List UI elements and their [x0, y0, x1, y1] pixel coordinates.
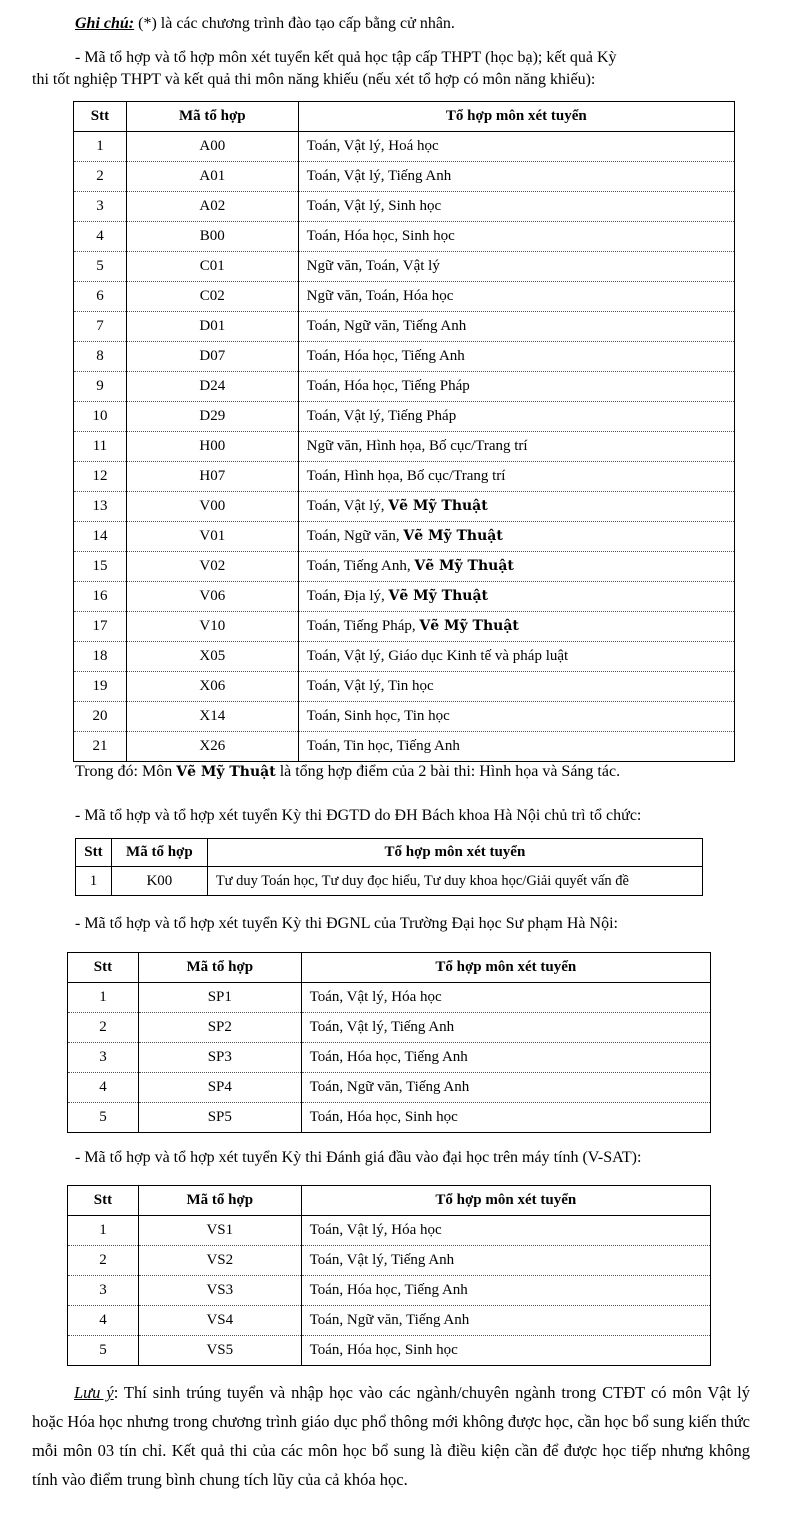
cell-subjects-text: Toán, Vật lý, Giáo dục Kinh tế và pháp luật: [306, 648, 569, 664]
cell-stt: 4: [68, 1306, 139, 1336]
cell-code: H00: [126, 432, 298, 462]
cell-subjects: [298, 672, 734, 702]
cell-code: V02: [126, 552, 298, 582]
cell-subjects-text: Ngữ văn, Toán, Hóa học: [306, 288, 454, 304]
section3-intro: - Mã tổ hợp và tổ hợp xét tuyển Kỳ thi ĐGNL của Trường Đại học Sư phạm Hà Nội:: [75, 915, 618, 932]
cell-subjects: [298, 732, 734, 762]
table-row: [68, 1306, 711, 1336]
cell-subjects-bold: Vẽ Mỹ Thuật: [388, 588, 488, 604]
cell-subjects: [298, 702, 734, 732]
cell-stt: 3: [68, 1276, 139, 1306]
table-row: [74, 732, 735, 762]
table-row: [74, 522, 735, 552]
cell-code: X06: [126, 672, 298, 702]
note-label: Ghi chú:: [75, 15, 135, 32]
cell-stt: 14: [74, 522, 127, 552]
table-row: [74, 642, 735, 672]
cell-code: SP5: [138, 1103, 301, 1133]
cell-code: X05: [126, 642, 298, 672]
cell-subjects: [298, 402, 734, 432]
cell-code: K00: [111, 867, 207, 896]
combination-table-vsat: [67, 1185, 711, 1366]
cell-stt: 2: [68, 1013, 139, 1043]
cell-subjects-text: Toán, Vật lý, Tiếng Pháp: [306, 408, 457, 424]
note-header: [75, 14, 455, 34]
table-row: [74, 432, 735, 462]
cell-code: D07: [126, 342, 298, 372]
cell-code: VS1: [138, 1216, 301, 1246]
cell-code: VS2: [138, 1246, 301, 1276]
cell-subjects-text: Toán, Vật lý, Hóa học: [309, 989, 442, 1005]
cell-stt: 18: [74, 642, 127, 672]
table-row: [68, 1276, 711, 1306]
table-row: [68, 983, 711, 1013]
cell-code: V01: [126, 522, 298, 552]
cell-subjects-text: Toán, Vật lý, Sinh học: [306, 198, 442, 214]
cell-subjects: [298, 312, 734, 342]
header-stt: Stt: [76, 839, 112, 867]
cell-stt: 20: [74, 702, 127, 732]
cell-subjects-text: Toán, Vật lý, Hoá học: [306, 138, 439, 154]
table-row: [76, 867, 703, 896]
combination-table-thpt: [73, 101, 735, 762]
cell-stt: 3: [74, 192, 127, 222]
cell-subjects: [298, 252, 734, 282]
cell-subjects-text: Toán, Hóa học, Sinh học: [309, 1109, 458, 1125]
table-header-row: [76, 839, 703, 867]
cell-subjects: [298, 582, 734, 612]
cell-subjects-text: Toán, Vật lý, Tin học: [306, 678, 434, 694]
cell-stt: 1: [74, 132, 127, 162]
cell-subjects: [298, 492, 734, 522]
header-subjects: Tổ hợp môn xét tuyển: [207, 839, 702, 867]
table-row: [68, 1043, 711, 1073]
cell-subjects: [301, 1336, 710, 1366]
header-stt: Stt: [68, 953, 139, 983]
cell-stt: 3: [68, 1043, 139, 1073]
cell-subjects: [301, 983, 710, 1013]
cell-stt: 11: [74, 432, 127, 462]
cell-subjects-bold: Vẽ Mỹ Thuật: [419, 618, 519, 634]
cell-subjects-text: Toán, Hóa học, Tiếng Pháp: [306, 378, 470, 394]
header-subjects: Tổ hợp môn xét tuyển: [298, 102, 734, 132]
cell-subjects: [301, 1306, 710, 1336]
cell-subjects-bold: Vẽ Mỹ Thuật: [388, 498, 488, 514]
table-row: [74, 612, 735, 642]
cell-stt: 1: [68, 983, 139, 1013]
cell-subjects: [301, 1246, 710, 1276]
cell-stt: 6: [74, 282, 127, 312]
cell-code: H07: [126, 462, 298, 492]
cell-code: X14: [126, 702, 298, 732]
cell-code: V06: [126, 582, 298, 612]
cell-code: C02: [126, 282, 298, 312]
cell-subjects-text: Toán, Tiếng Pháp,: [306, 618, 420, 634]
table-row: [74, 372, 735, 402]
table-row: [74, 252, 735, 282]
section4-intro: - Mã tổ hợp và tổ hợp xét tuyển Kỳ thi Đánh giá đầu vào đại học trên máy tính (V-SAT):: [75, 1149, 642, 1166]
cell-subjects: [301, 1103, 710, 1133]
cell-subjects-text: Toán, Hóa học, Sinh học: [309, 1342, 458, 1358]
header-stt: Stt: [68, 1186, 139, 1216]
cell-stt: 5: [99, 1109, 107, 1125]
table-row: [68, 1013, 711, 1043]
cell-code: SP4: [138, 1073, 301, 1103]
cell-stt: 7: [74, 312, 127, 342]
cell-subjects-text: Toán, Hóa học, Tiếng Anh: [309, 1282, 468, 1298]
header-subjects: Tổ hợp môn xét tuyển: [301, 1186, 710, 1216]
table-row: [74, 402, 735, 432]
cell-code: X26: [126, 732, 298, 762]
cell-stt: 15: [74, 552, 127, 582]
cell-subjects-text: Toán, Hình họa, Bố cục/Trang trí: [306, 468, 506, 484]
table-row: [68, 1103, 711, 1133]
cell-subjects-text: Toán, Vật lý, Tiếng Anh: [309, 1252, 455, 1268]
table-row: [68, 1246, 711, 1276]
cell-subjects-text: Toán, Địa lý,: [306, 588, 389, 604]
cell-stt: 1: [68, 1216, 139, 1246]
cell-stt: 1: [89, 872, 98, 889]
cell-subjects-text: Toán, Ngữ văn, Tiếng Anh: [306, 318, 467, 334]
cell-subjects-text: Toán, Ngữ văn, Tiếng Anh: [309, 1079, 470, 1095]
cell-code: SP2: [138, 1013, 301, 1043]
cell-stt: 16: [74, 582, 127, 612]
footnote-post: là tổng hợp điểm của 2 bài thi: Hình họa và Sáng tác.: [275, 763, 621, 780]
cell-code: SP3: [138, 1043, 301, 1073]
cell-subjects-text: Toán, Vật lý,: [306, 498, 389, 514]
cell-subjects: [298, 552, 734, 582]
table-row: [74, 192, 735, 222]
header-code: Mã tổ hợp: [138, 1186, 301, 1216]
cell-stt: 12: [74, 462, 127, 492]
table-row: [74, 282, 735, 312]
cell-subjects: [301, 1276, 710, 1306]
cell-stt: 10: [74, 402, 127, 432]
cell-subjects-text: Toán, Sinh học, Tin học: [306, 708, 450, 724]
cell-code: VS5: [138, 1336, 301, 1366]
cell-subjects-text: Toán, Tiếng Anh,: [306, 558, 415, 574]
footnote-bold: Vẽ Mỹ Thuật: [176, 764, 276, 780]
table-row: [68, 1073, 711, 1103]
cell-subjects-text: Toán, Hóa học, Tiếng Anh: [309, 1049, 468, 1065]
table-row: [74, 672, 735, 702]
table-row: [74, 552, 735, 582]
header-code: Mã tổ hợp: [138, 953, 301, 983]
cell-subjects: [298, 612, 734, 642]
table-header-row: [68, 1186, 711, 1216]
cell-subjects-text: Toán, Vật lý, Tiếng Anh: [306, 168, 452, 184]
cell-subjects-text: Toán, Vật lý, Hóa học: [309, 1222, 442, 1238]
cell-subjects-text: Toán, Hóa học, Sinh học: [306, 228, 455, 244]
cell-stt: 19: [74, 672, 127, 702]
cell-subjects: [298, 522, 734, 552]
cell-subjects: [298, 162, 734, 192]
cell-code: D24: [126, 372, 298, 402]
cell-code: C01: [126, 252, 298, 282]
table-row: [74, 222, 735, 252]
cell-subjects: [298, 132, 734, 162]
cell-subjects: [298, 282, 734, 312]
cell-stt: 2: [74, 162, 127, 192]
cell-subjects: [298, 342, 734, 372]
table-row: [74, 582, 735, 612]
combination-table-dgtd: [75, 838, 703, 896]
cell-stt: 4: [68, 1073, 139, 1103]
cell-subjects-text: Toán, Tin học, Tiếng Anh: [306, 738, 460, 754]
cell-subjects: [298, 432, 734, 462]
cell-code: D29: [126, 402, 298, 432]
table-header-row: [68, 953, 711, 983]
combination-table-dgnl: [67, 952, 711, 1133]
cell-stt: 13: [74, 492, 127, 522]
cell-code: A00: [126, 132, 298, 162]
cell-subjects-text: Toán, Hóa học, Tiếng Anh: [306, 348, 465, 364]
section1-footnote: [75, 762, 620, 782]
cell-stt: 4: [74, 222, 127, 252]
table-row: [74, 492, 735, 522]
cell-code: V00: [126, 492, 298, 522]
cell-code: B00: [126, 222, 298, 252]
cell-subjects-text: Ngữ văn, Hình họa, Bố cục/Trang trí: [306, 438, 528, 454]
cell-subjects: [298, 192, 734, 222]
table-row: [74, 312, 735, 342]
cell-stt: 8: [74, 342, 127, 372]
cell-stt: 2: [68, 1246, 139, 1276]
cell-code: A01: [126, 162, 298, 192]
section2-intro: - Mã tổ hợp và tổ hợp xét tuyển Kỳ thi ĐGTD do ĐH Bách khoa Hà Nội chủ trì tổ chức:: [75, 807, 642, 824]
table-row: [68, 1336, 711, 1366]
cell-subjects: [301, 1216, 710, 1246]
cell-subjects-bold: Vẽ Mỹ Thuật: [403, 528, 503, 544]
header-code: Mã tổ hợp: [126, 102, 298, 132]
cell-stt: 9: [74, 372, 127, 402]
header-subjects: Tổ hợp môn xét tuyển: [301, 953, 710, 983]
cell-subjects-text: Ngữ văn, Toán, Vật lý: [306, 258, 440, 274]
table-row: [74, 132, 735, 162]
table-row: [74, 702, 735, 732]
cell-subjects-text: Toán, Ngữ văn, Tiếng Anh: [309, 1312, 470, 1328]
cell-code: VS4: [138, 1306, 301, 1336]
section1-intro-line2: thi tốt nghiệp THPT và kết quả thi môn năng khiếu (nếu xét tổ hợp có môn năng khiếu):: [32, 71, 596, 88]
cell-code: A02: [126, 192, 298, 222]
table-row: [74, 342, 735, 372]
cell-subjects: [298, 372, 734, 402]
cell-subjects-text: Toán, Ngữ văn,: [306, 528, 404, 544]
note-text: (*) là các chương trình đào tạo cấp bằng cử nhân.: [134, 15, 455, 32]
cell-subjects: Tư duy Toán học, Tư duy đọc hiểu, Tư duy khoa học/Giải quyết vấn đề: [207, 867, 702, 896]
section1-intro-line1: - Mã tổ hợp và tổ hợp môn xét tuyển kết quả học tập cấp THPT (học bạ); kết quả Kỳ: [75, 49, 617, 66]
cell-subjects: [301, 1043, 710, 1073]
cell-code: VS3: [138, 1276, 301, 1306]
cell-subjects: [298, 222, 734, 252]
cell-stt: 5: [99, 1342, 107, 1358]
header-stt: Stt: [74, 102, 127, 132]
cell-subjects: [301, 1073, 710, 1103]
table-row: [68, 1216, 711, 1246]
cell-stt: 21: [92, 738, 108, 754]
luu-y-text: : Thí sinh trúng tuyển và nhập học vào các ngành/chuyên ngành trong CTĐT có môn Vật lý hoặc Hóa học nhưng trong chương trình giáo dục phổ thông mới không được học, cần học bổ sung kiến thức mỗi môn 03 tín chỉ. Kết quả thi của các môn học bổ sung là điều kiện cần để được học tiếp nhưng không tính vào điểm trung bình chung tích lũy của cả khóa học.: [32, 1383, 750, 1489]
cell-code: D01: [126, 312, 298, 342]
cell-subjects: [298, 642, 734, 672]
luu-y-paragraph: [32, 1378, 750, 1494]
luu-y-label: Lưu ý: [74, 1383, 114, 1402]
cell-subjects-bold: Vẽ Mỹ Thuật: [414, 558, 514, 574]
cell-code: V10: [126, 612, 298, 642]
cell-subjects: [298, 462, 734, 492]
cell-code: SP1: [138, 983, 301, 1013]
cell-subjects: [301, 1013, 710, 1043]
table-header-row: [74, 102, 735, 132]
table-row: [74, 162, 735, 192]
header-code: Mã tổ hợp: [111, 839, 207, 867]
table-row: [74, 462, 735, 492]
cell-subjects-text: Toán, Vật lý, Tiếng Anh: [309, 1019, 455, 1035]
cell-stt: 17: [74, 612, 127, 642]
cell-stt: 5: [74, 252, 127, 282]
footnote-pre: Trong đó: Môn: [75, 763, 177, 780]
